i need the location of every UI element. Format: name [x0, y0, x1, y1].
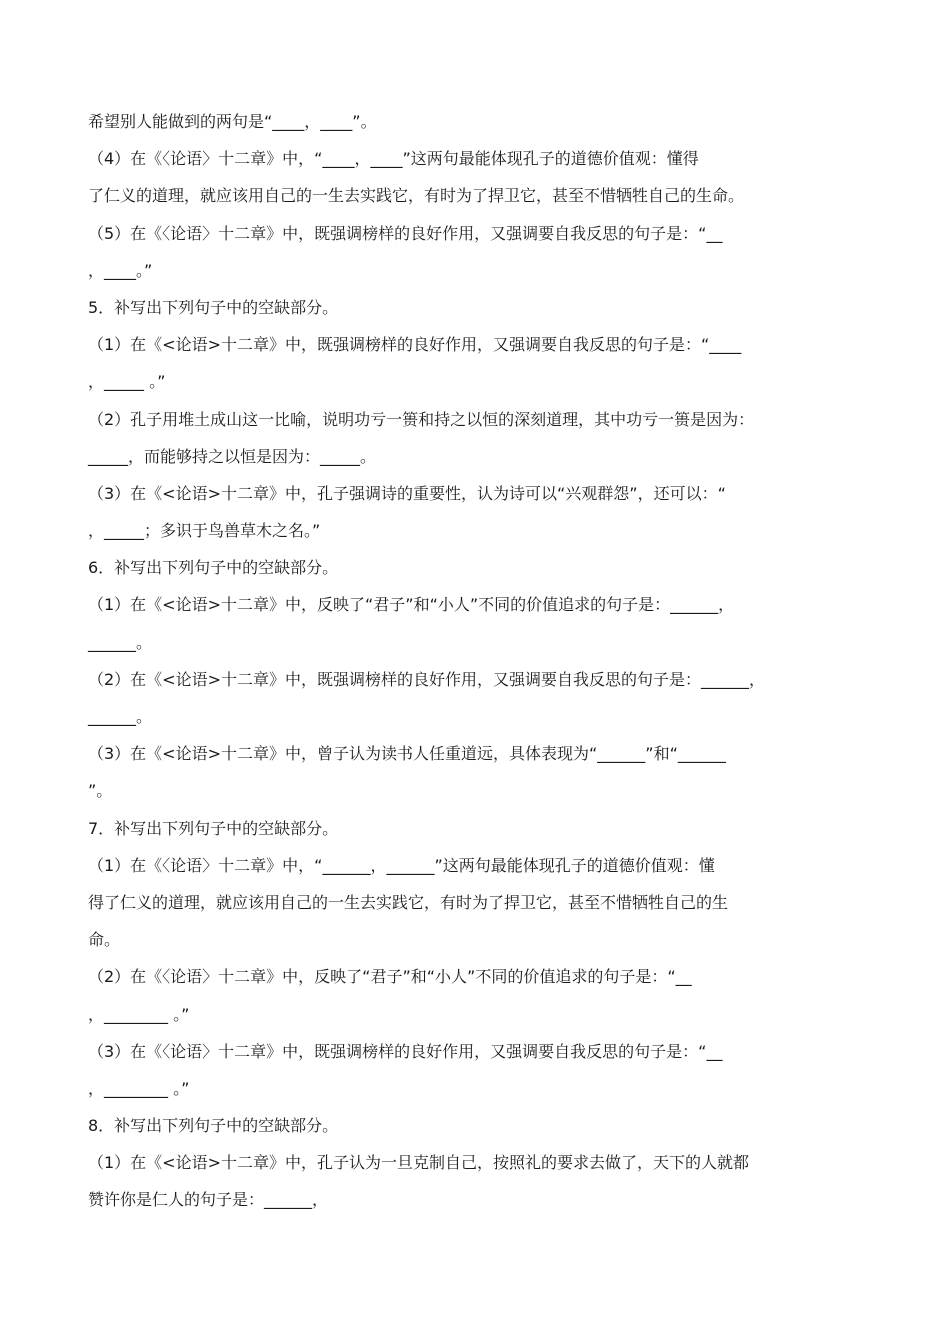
text-line: 了仁义的道理，就应该用自己的一生去实践它，有时为了捍卫它，甚至不惜牺牲自己的生命。 — [88, 186, 745, 206]
text-line: （4）在《〈论语〉十二章》中，“____，____”这两句最能体现孔子的道德价值观：懂得 — [88, 149, 699, 169]
text-line: （1）在《<论语>十二章》中，孔子认为一旦克制自己，按照礼的要求去做了，天下的人就都 — [88, 1153, 749, 1173]
text-line: （1）在《<论语>十二章》中，反映了“君子”和“小人”不同的价值追求的句子是：______， — [88, 595, 735, 615]
text-line: （1）在《〈论语〉十二章》中，“______，______”这两句最能体现孔子的道德价值观：懂 — [88, 855, 715, 875]
document-body — [88, 112, 868, 1228]
text-line: ，_____ 。” — [88, 372, 166, 392]
question-heading: 8．补写出下列句子中的空缺部分。 — [88, 1116, 339, 1136]
text-line: （5）在《〈论语〉十二章》中，既强调榜样的良好作用，又强调要自我反思的句子是：“__ — [88, 223, 723, 243]
text-line: 赞许你是仁人的句子是：______， — [88, 1190, 329, 1210]
question-heading: 6．补写出下列句子中的空缺部分。 — [88, 558, 339, 578]
text-line: （2）孔子用堆土成山这一比喻，说明功亏一篑和持之以恒的深刻道理，其中功亏一篑是因为： — [88, 409, 755, 429]
text-line: ______。 — [88, 707, 153, 726]
text-line: （3）在《〈论语〉十二章》中，既强调榜样的良好作用，又强调要自我反思的句子是：“__ — [88, 1041, 723, 1061]
text-line: （2）在《<论语>十二章》中，既强调榜样的良好作用，又强调要自我反思的句子是：______， — [88, 669, 765, 689]
text-line: 希望别人能做到的两句是“____，____”。 — [88, 112, 377, 131]
question-heading: 7．补写出下列句子中的空缺部分。 — [88, 818, 339, 838]
text-line: ，________ 。” — [88, 1004, 190, 1024]
text-line: 命。 — [88, 930, 121, 950]
text-line: （1）在《<论语>十二章》中，既强调榜样的良好作用，又强调要自我反思的句子是：“____ — [88, 335, 742, 355]
question-heading: 5．补写出下列句子中的空缺部分。 — [88, 297, 339, 317]
text-line: （2）在《〈论语〉十二章》中，反映了“君子”和“小人”不同的价值追求的句子是：“__ — [88, 967, 692, 987]
text-line: ，____。” — [88, 260, 153, 280]
text-line: 得了仁义的道理，就应该用自己的一生去实践它，有时为了捍卫它，甚至不惜牺牲自己的生 — [88, 892, 729, 912]
text-line: ______。 — [88, 632, 153, 652]
text-line: （3）在《<论语>十二章》中，曾子认为读书人任重道远，具体表现为“______”和“______ — [88, 744, 726, 764]
text-line: （3）在《<论语>十二章》中，孔子强调诗的重要性，认为诗可以“兴观群怨”，还可以：“ — [88, 483, 726, 503]
text-line: ”。 — [88, 781, 113, 801]
text-line: _____，而能够持之以恒是因为：_____。 — [88, 446, 377, 466]
text-line: ，_____；多识于鸟兽草木之名。” — [88, 521, 321, 541]
text-line: ，________ 。” — [88, 1078, 190, 1098]
